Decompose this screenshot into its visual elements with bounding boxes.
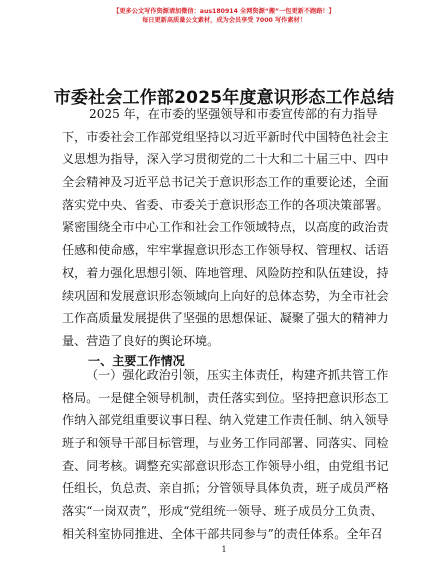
- banner-line-1: 【更多公文写作资源请加微信：aus180914 全网资源“搬”一包更新不跑路！】: [113, 8, 335, 15]
- paragraph-line: 紧密围绕全市中心工作和社会工作领域特点，以高度的政治责: [62, 220, 389, 235]
- paragraph-line: 工作高质量发展提供了坚强的思想保证、凝聚了强大的精神力: [62, 311, 389, 326]
- paragraph-line: 落实党中央、省委、市委关于意识形态工作的各项决策部署。: [62, 197, 389, 212]
- paragraph-line: 班子和领导干部目标管理，与业务工作同部署、同落实、同检: [62, 436, 389, 451]
- paragraph-line: 2025 年，在市委的坚强领导和市委宣传部的有力指导: [89, 107, 378, 121]
- paragraph-line: 落实“一岗双责”，形成“党组统一领导、班子成员分工负责、: [62, 504, 383, 519]
- paragraph-line: 查、同考核。调整充实部意识形态工作领导小组，由党组书记: [62, 458, 389, 473]
- paragraph-line: 作纳入部党组重要议事日程、纳入党建工作责任制、纳入领导: [62, 413, 389, 428]
- paragraph-line: 全会精神及习近平总书记关于意识形态工作的重要论述，全面: [62, 175, 389, 190]
- paragraph-line: 格局。一是健全领导机制，责任落实到位。坚持把意识形态工: [62, 390, 389, 405]
- paragraph-line: （一）强化政治引领，压实主体责任，构建齐抓共管工作: [86, 368, 389, 382]
- paragraph-line: 续巩固和发展意识形态领域向上向好的总体态势，为全市社会: [62, 288, 389, 303]
- document-title: 市委社会工作部2025年度意识形态工作总结: [53, 88, 395, 108]
- paragraph-line: 权，着力强化思想引领、阵地管理、风险防控和队伍建设，持: [62, 265, 389, 280]
- header-banner: [0, 7, 448, 25]
- paragraph-work-status: [62, 364, 389, 546]
- paragraph-intro: [62, 103, 389, 353]
- paragraph-line: 任感和使命感，牢牢掌握意识形态工作领导权、管理权、话语: [62, 243, 389, 258]
- section-heading: 一、主要工作情况: [88, 354, 185, 368]
- page-number: 1: [221, 545, 227, 554]
- paragraph-line: 任组长，负总责、亲自抓；分管领导具体负责，班子成员严格: [62, 481, 389, 496]
- paragraph-line: 下，市委社会工作部党组坚持以习近平新时代中国特色社会主: [62, 129, 389, 144]
- paragraph-line: 相关科室协同推进、全体干部共同参与”的责任体系。全年召: [62, 526, 383, 541]
- paragraph-line: 量、营造了良好的舆论环境。: [62, 333, 220, 348]
- banner-line-2: 每日更新高质量公文素材，成为会员享受 7000 写作素材！: [142, 17, 306, 24]
- paragraph-line: 义思想为指导，深入学习贯彻党的二十大和二十届三中、四中: [62, 152, 389, 167]
